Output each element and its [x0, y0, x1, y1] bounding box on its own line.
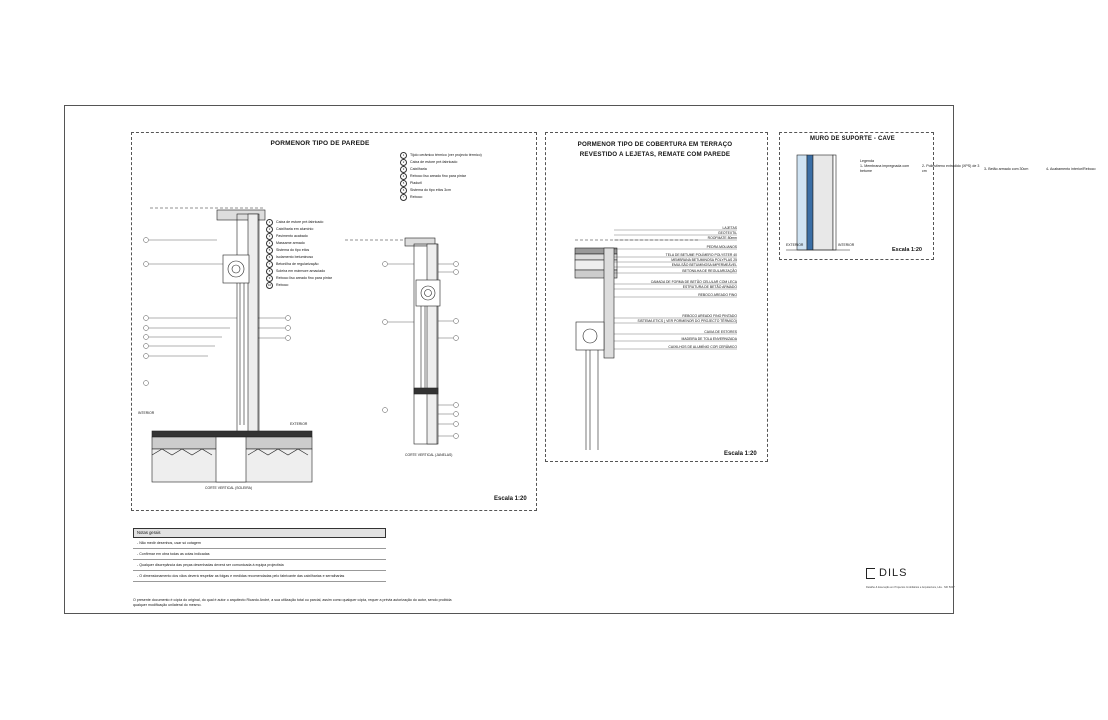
legend-label: Caixa de estore pré-fabricado	[410, 160, 458, 165]
cobertura-scale: Escala 1:20	[724, 451, 757, 457]
cobertura-title-2: REVESTIDO A LEJETAS, REMATE COM PAREDE	[579, 151, 731, 158]
legend-label: Massame armado	[276, 241, 305, 246]
muro-legend-head: Legenda	[860, 159, 874, 163]
cobertura-layer-label: REBOCO AREADO FINO PINTADO	[682, 314, 737, 318]
cobertura-layer-label: GEOTEXTIL	[717, 231, 737, 235]
legend-number-icon: 7	[400, 194, 407, 201]
legend-label: Reboco liso areado fino para pintar	[410, 174, 466, 179]
logo-text: DILS	[879, 567, 908, 579]
cobertura-layer-label: ROOFMATE 80mm	[707, 236, 737, 240]
muro-title: MURO DE SUPORTE - CAVE	[810, 136, 895, 142]
legend-number-icon: 4	[400, 173, 407, 180]
note-item: - Qualquer discrepância das peças desenhadas deverá ser comunicada à equipa projectista	[133, 560, 386, 571]
cobertura-layer-label: BETONILHA DE REGULARIZAÇÃO	[682, 269, 737, 273]
legend-number-icon: 8	[266, 268, 273, 275]
notes-header: Notas gerais	[133, 528, 386, 538]
muro-legend-item: 1- Membrana impregnada com betume	[860, 164, 910, 174]
legend-label: Isolamento betuminoso	[276, 255, 314, 260]
legend-number-icon: 1	[266, 219, 273, 226]
muro-scale: Escala 1:20	[892, 247, 922, 253]
legend-number-icon: 4	[266, 240, 273, 247]
small-print: Detalhe & Execução em Projectos Imobiliários e Arquitectura, Lda · NIF 5007	[866, 586, 955, 589]
cobertura-layer-label: CAIXILHOS DE ALUMÍNIO COR CERÂMICO	[668, 345, 737, 349]
disclaimer-text: O presente documento é cópia do original, do qual é autor o arquitecto Ricardo André, a sua utilização total ou parcial, assim como qualquer cópia, requer a prévia autorização do autor, sendo proibida qualquer modificação unilateral do mesmo.	[133, 598, 452, 607]
label-interior: INTERIOR	[138, 411, 155, 415]
legend-label: Betonilha de regularização	[276, 262, 319, 267]
notes-block	[133, 528, 386, 582]
legend-label: Reboco liso areado fino para pintar	[276, 276, 332, 281]
legend-number-icon: 2	[400, 159, 407, 166]
muro-legend	[860, 159, 1108, 175]
notes-list	[133, 538, 386, 582]
muro-legend-item: 4- Acabamento interior/Reboco	[1046, 166, 1096, 171]
caption-soleira: CORTE VERTICAL (SOLEIRA)	[205, 486, 253, 490]
legend-label: Caixilharia em alumínio	[276, 227, 314, 232]
caption-janelas: CORTE VERTICAL (JANELAS)	[405, 453, 453, 457]
cobertura-layer-label: CAMADA DE FORMA DE BETÃO CELULAR COM LECA	[650, 280, 737, 284]
logo-mark-icon	[866, 568, 875, 579]
legend-label: Soleira em mármore amaciado	[276, 269, 326, 274]
legend-label: Caixilharia	[410, 167, 427, 172]
cobertura-layer-label: LAJETAS	[722, 226, 737, 230]
cobertura-layer-label: EMULSÃO BETUMINOSA IMPERMEÁVEL	[671, 263, 737, 267]
legend-number-icon: 1	[400, 152, 407, 159]
muro-label-exterior: EXTERIOR	[786, 243, 804, 247]
legend-label: Sistema do tipo etics 3cm	[410, 188, 451, 193]
legend-number-icon: 6	[266, 254, 273, 261]
legend-label: Caixa de estore pré-fabricado	[276, 220, 324, 225]
legend-number-icon: 3	[400, 166, 407, 173]
dils-logo	[866, 567, 907, 579]
legend-label: Pladuril	[410, 181, 422, 186]
parede-scale: Escala 1:20	[494, 496, 527, 502]
cobertura-layer-label: CAIXA DE ESTORES	[704, 330, 737, 334]
legend-label: Tijolo cerâmico térmico (ver projecto térmico)	[410, 153, 482, 158]
legend-label: Reboco	[276, 283, 289, 288]
parede-title: PORMENOR TIPO DE PAREDE	[270, 140, 370, 147]
cobertura-layer-label: MADEIRA DE TOLA ENVERNIZADA	[681, 337, 737, 341]
cobertura-layer-label: TELA DE BETUME POLÍMERO POLYSTER 40	[665, 253, 737, 257]
legend-number-icon: 10	[267, 283, 272, 287]
legend-number-icon: 9	[266, 275, 273, 282]
legend-number-icon: 3	[266, 233, 273, 240]
legend-number-icon: 6	[400, 187, 407, 194]
label-exterior: EXTERIOR	[290, 422, 308, 426]
legend-number-icon: 5	[400, 180, 407, 187]
cobertura-title-1: PORMENOR TIPO DE COBERTURA EM TERRAÇO	[577, 141, 733, 148]
note-item: - O dimensionamento dos vãos deverá respeitar as folgas e medidas recomendadas pelo fabricante das caixilharias e serralharias	[133, 571, 386, 582]
cobertura-layer-label: MEMBRANA BETUMINOSA POLYPLAS 25	[671, 258, 737, 262]
legend-label: Reboco	[410, 195, 423, 200]
muro-label-interior: INTERIOR	[838, 243, 855, 247]
legend-number-icon: 2	[266, 226, 273, 233]
legend-label: Sistema do tipo etics	[276, 248, 310, 253]
legend-number-icon: 5	[266, 247, 273, 254]
legend-number-icon: 7	[266, 261, 273, 268]
note-item: - Não medir desenhos, usar só cotagem	[133, 538, 386, 549]
cobertura-layer-label: REBOCO AREADO FINO	[698, 293, 737, 297]
muro-legend-item: 2- Poliestireno extrudido (XPS) de 3 cm	[922, 164, 980, 174]
note-item: - Confirmar em obra todas as cotas indicadas	[133, 549, 386, 560]
cobertura-layer-label: PEDRA MOLIANOS	[706, 245, 737, 249]
legend-label: Pavimento acabado	[276, 234, 308, 239]
muro-legend-item: 3- Betão armado com 30cm	[984, 166, 1029, 171]
cobertura-layer-label: SISTEMA ETICS ( VER PORMENOR DO PROJECTO TÉRMICO)	[637, 319, 737, 323]
cobertura-layer-label: ESTRUTURA DE BETÃO ARMADO	[682, 285, 737, 289]
